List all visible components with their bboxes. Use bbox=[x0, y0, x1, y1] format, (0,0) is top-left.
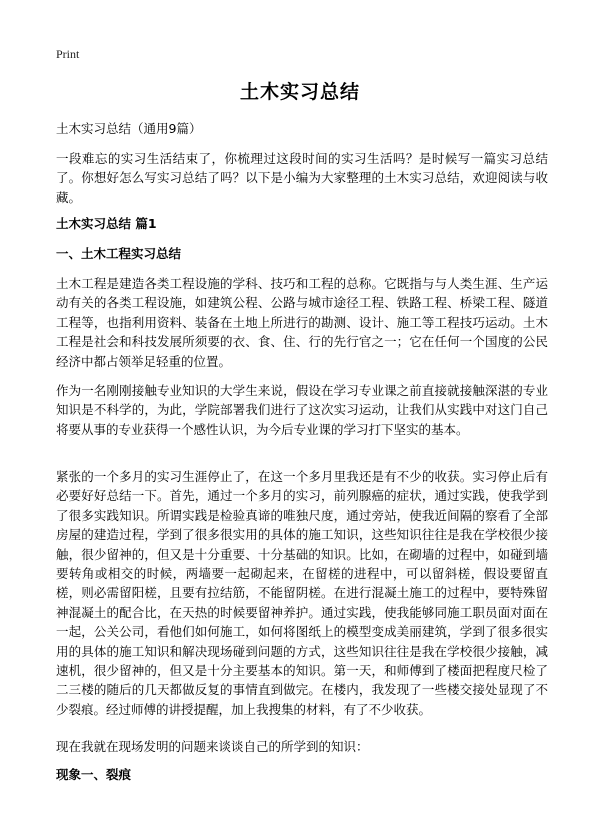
subsection-heading: 一、土木工程实习总结 bbox=[56, 246, 182, 261]
body-paragraph: 紧张的一个多月的实习生涯停止了，在这一个多月里我还是有不少的收获。实习停止后有必要好好总结一下。首先，通过一个多月的实习，前列腺癌的症状，通过实践，使我学到了很多实践知识。所谓实践是检验真谛的唯独尺度，通过旁站，使我近间隔的察看了全部房屋的建造过程，学到了很多很实用的具体的施工知识，这些知识往往是我在学校很少接触，很少留神的，但又是十分重要、十分基础的知识。比如，在砌墙的过程中，如碰到墙要转角或相交的时候，两墙要一起砌起来，在留槎的进程中，可以留斜槎，假设要留直槎，则必需留阳槎，且要有拉结筋，不能留阴槎。在进行混凝土施工的过程中，要特殊留神混凝土的配合比，在天热的时候要留神养护。通过实践，使我能够同施工职员面对面在一起，公关公司，看他们如何施工，如何将图纸上的模型变成美丽建筑，学到了很多很实用的具体的施工知识和解决现场碰到问题的方式，这些知识往往是我在学校很少接触，减速机，很少留神的，但又是十分主要基本的知识。第一天，和师傅到了楼面把程度尺检了二三楼的随后的几天都做反复的事情直到做完。在楼内，我发现了一些楼交接处显现了不少裂痕。经过师傅的讲授提醒，加上我搜集的材料，有了不少收获。 bbox=[56, 469, 548, 717]
body-paragraph: 作为一名刚刚接触专业知识的大学生来说，假设在学习专业课之前直接就接触深湛的专业知识是不科学的，为此，学院部署我们进行了这次实习运动，让我们从实践中对这门自己将要从事的专业获得一个感性认识，为今后专业课的学习打下坚实的基本。 bbox=[56, 383, 548, 437]
document-subtitle: 土木实习总结（通用9篇） bbox=[56, 121, 202, 136]
body-paragraph: 现在我就在现场发明的问题来谈谈自己的所学到的知识： bbox=[56, 739, 369, 754]
phenomenon-heading: 现象一、裂痕 bbox=[56, 767, 132, 782]
print-label[interactable]: Print bbox=[56, 47, 80, 61]
intro-paragraph: 一段难忘的实习生活结束了，你梳理过这段时间的实习生活吗？是时候写一篇实习总结了。你想好怎么写实习总结了吗？以下是小编为大家整理的土木实习总结，欢迎阅读与收藏。 bbox=[56, 151, 548, 205]
document-title: 土木实习总结 bbox=[239, 81, 360, 103]
section-heading: 土木实习总结 篇1 bbox=[56, 216, 157, 231]
body-paragraph: 土木工程是建造各类工程设施的学科、技巧和工程的总称。它既指与与人类生涯、生产运动有关的各类工程设施，如建筑公程、公路与城市途径工程、铁路工程、桥梁工程、隧道工程等，也指利用资料、装备在土地上所进行的勘测、设计、施工等工程技巧运动。土木工程是社会和科技发展所须要的衣、食、住、行的先行官之一；它在任何一个国度的公民经济中都占领举足轻重的位置。 bbox=[56, 276, 548, 369]
